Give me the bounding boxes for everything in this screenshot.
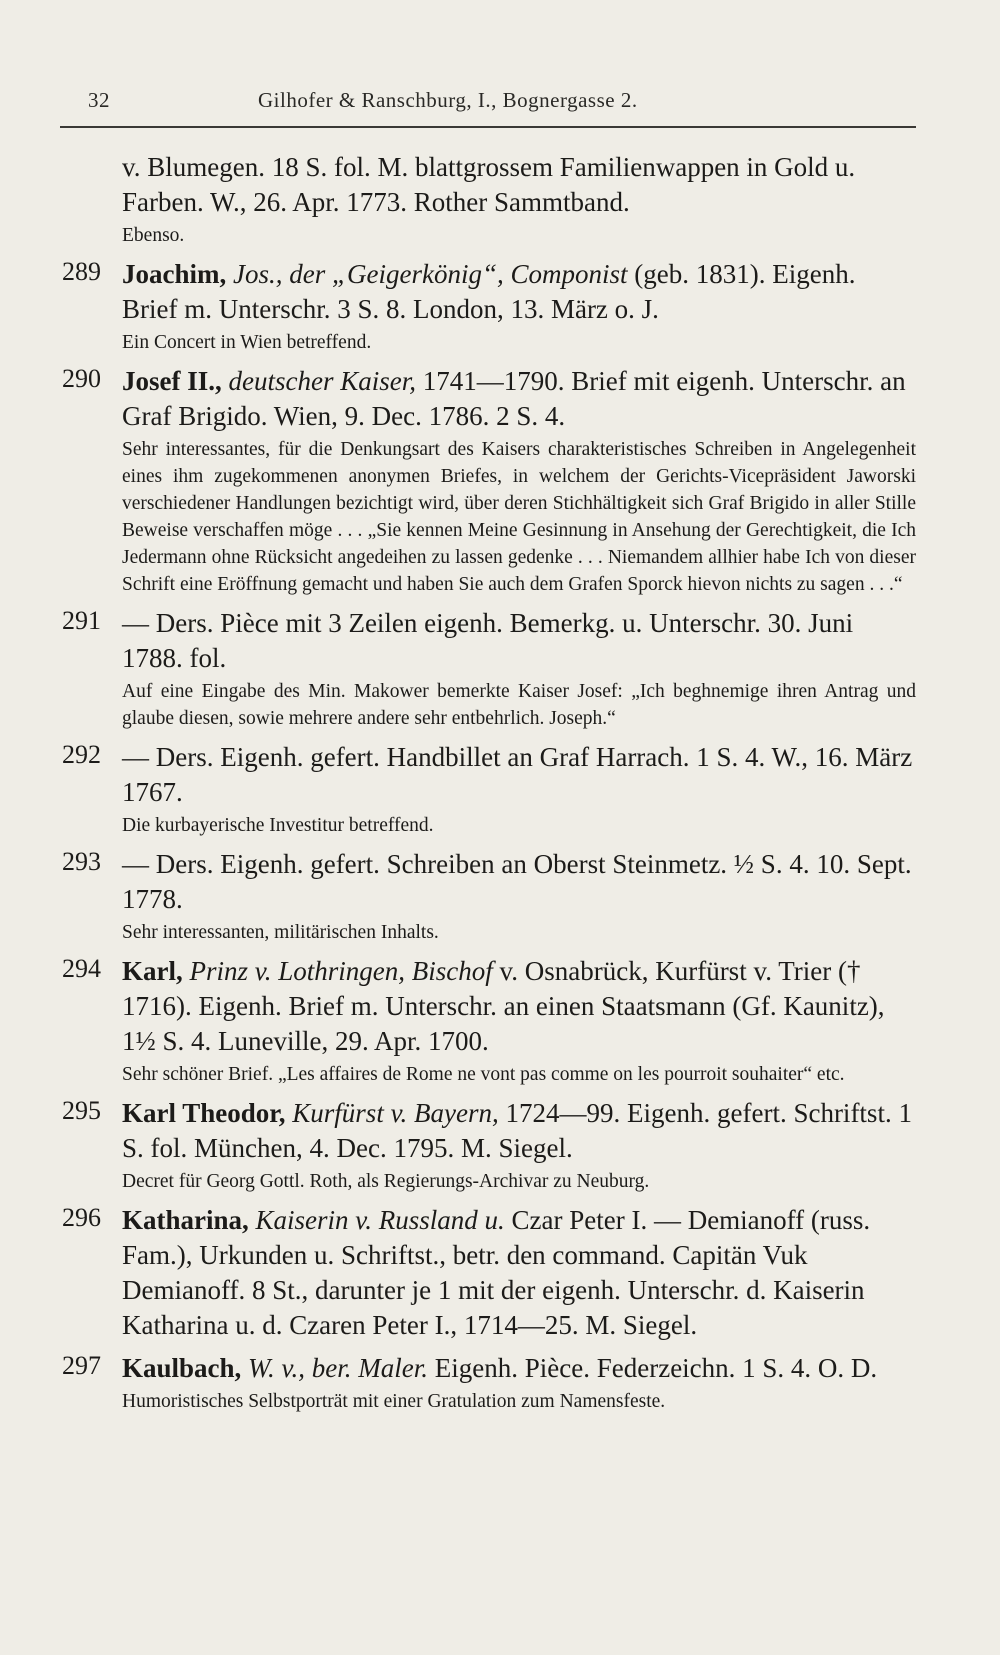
entry-description: Karl Theodor, Kurfürst v. Bayern, 1724—99. Eigenh. gefert. Schriftst. 1 S. fol. München, 4. Dec. 1795. M. Siegel.	[122, 1098, 912, 1163]
entry-epithet: Prinz v. Lothringen, Bischof	[189, 956, 493, 986]
entry-epithet: W. v., ber. Maler.	[248, 1353, 429, 1383]
catalog-entry	[0, 847, 1000, 946]
entry-note: Sehr interessanten, militärischen Inhalts.	[122, 922, 439, 943]
entry-number: 291	[62, 606, 101, 635]
publisher-address: Gilhofer & Ranschburg, I., Bognergasse 2.	[258, 88, 638, 112]
entry-number: 293	[62, 847, 101, 876]
entry-description: Kaulbach, W. v., ber. Maler. Eigenh. Pièce. Federzeichn. 1 S. 4. O. D.	[122, 1353, 878, 1383]
entry-epithet: Kaiserin v. Russland u.	[255, 1205, 505, 1235]
catalog-entry	[0, 150, 1000, 249]
entry-description: Josef II., deutscher Kaiser, 1741—1790. Brief mit eigenh. Unterschr. an Graf Brigido. Wien, 9. Dec. 1786. 2 S. 4.	[122, 366, 906, 431]
entry-epithet: Kurfürst v. Bayern,	[292, 1098, 499, 1128]
entry-description: — Ders. Eigenh. gefert. Schreiben an Oberst Steinmetz. ½ S. 4. 10. Sept. 1778.	[122, 849, 912, 914]
entry-list	[0, 150, 1000, 1423]
entry-number: 297	[62, 1351, 101, 1380]
catalog-entry	[0, 740, 1000, 839]
entry-name: Karl Theodor,	[122, 1098, 286, 1128]
catalog-entry	[0, 954, 1000, 1088]
entry-epithet: Jos., der „Geigerkönig“, Componist	[233, 259, 628, 289]
entry-name: Karl,	[122, 956, 183, 986]
entry-note: Ein Concert in Wien betreffend.	[122, 332, 372, 353]
catalog-entry	[0, 257, 1000, 356]
entry-description: Joachim, Jos., der „Geigerkönig“, Componist (geb. 1831). Eigenh. Brief m. Unterschr. 3 S. 8. London, 13. März o. J.	[122, 259, 856, 324]
entry-note: Auf eine Eingabe des Min. Makower bemerkte Kaiser Josef: „Ich beghnemige ihren Antrag und glaube diesen, sowie mehrere andere sehr entbehrlich. Joseph.“	[122, 681, 916, 729]
entry-description: Karl, Prinz v. Lothringen, Bischof v. Osnabrück, Kurfürst v. Trier († 1716). Eigenh. Brief m. Unterschr. an einen Staatsmann (Gf. Kaunitz), 1½ S. 4. Luneville, 29. Apr. 1700.	[122, 956, 885, 1056]
entry-number: 295	[62, 1096, 101, 1125]
catalog-entry	[0, 1096, 1000, 1195]
entry-description: v. Blumegen. 18 S. fol. M. blattgrossem Familienwappen in Gold u. Farben. W., 26. Apr. 1773. Rother Sammtband.	[122, 152, 856, 217]
entry-note: Sehr schöner Brief. „Les affaires de Rome ne vont pas comme on les pourroit souhaiter“ etc.	[122, 1064, 845, 1085]
entry-note: Humoristisches Selbstporträt mit einer Gratulation zum Namensfeste.	[122, 1391, 666, 1412]
entry-note: Decret für Georg Gottl. Roth, als Regierungs-Archivar zu Neuburg.	[122, 1171, 650, 1192]
page-number: 32	[88, 88, 110, 112]
entry-name: Joachim,	[122, 259, 227, 289]
entry-note: Sehr interessantes, für die Denkungsart des Kaisers charakteristisches Schreiben in Angelegenheit eines ihm zugekommenen anonymen Briefes, in welchem der Gerichts-Vicepräsident Jaworski verschiedener Handlungen bezichtigt wird, über deren Stichhältigkeit sich Graf Brigido in aller Stille Beweise verschaffen möge . . . „Sie kennen Meine Gesinnung in Ansehung der Gerechtigkeit, die Ich Jedermann ohne Rücksicht angedeihen zu lassen gedenke . . . Niemandem allhier habe Ich von dieser Schrift eine Eröffnung gemacht und haben Sie auch dem Grafen Sporck hievon nichts zu sagen . . .“	[122, 439, 916, 595]
entry-number: 292	[62, 740, 101, 769]
header-rule	[60, 126, 916, 128]
entry-name: Kaulbach,	[122, 1353, 242, 1383]
catalog-entry	[0, 606, 1000, 732]
catalog-entry	[0, 364, 1000, 598]
entry-description: — Ders. Pièce mit 3 Zeilen eigenh. Bemerkg. u. Unterschr. 30. Juni 1788. fol.	[122, 608, 854, 673]
entry-description: Katharina, Kaiserin v. Russland u. Czar Peter I. — Demianoff (russ. Fam.), Urkunden u. Schriftst., betr. den command. Capitän Vuk Demianoff. 8 St., darunter je 1 mit der eigenh. Unterschr. d. Kaiserin Katharina u. d. Czaren Peter I., 1714—25. M. Siegel.	[122, 1205, 871, 1340]
entry-number: 289	[62, 257, 101, 286]
entry-number: 294	[62, 954, 101, 983]
entry-note: Ebenso.	[122, 225, 185, 246]
entry-number: 290	[62, 364, 101, 393]
entry-name: Josef II.,	[122, 366, 222, 396]
entry-number: 296	[62, 1203, 101, 1232]
entry-epithet: deutscher Kaiser,	[228, 366, 416, 396]
entry-name: Katharina,	[122, 1205, 249, 1235]
catalog-entry	[0, 1203, 1000, 1343]
catalog-entry	[0, 1351, 1000, 1415]
entry-description: — Ders. Eigenh. gefert. Handbillet an Graf Harrach. 1 S. 4. W., 16. März 1767.	[122, 742, 913, 807]
entry-note: Die kurbayerische Investitur betreffend.	[122, 815, 434, 836]
